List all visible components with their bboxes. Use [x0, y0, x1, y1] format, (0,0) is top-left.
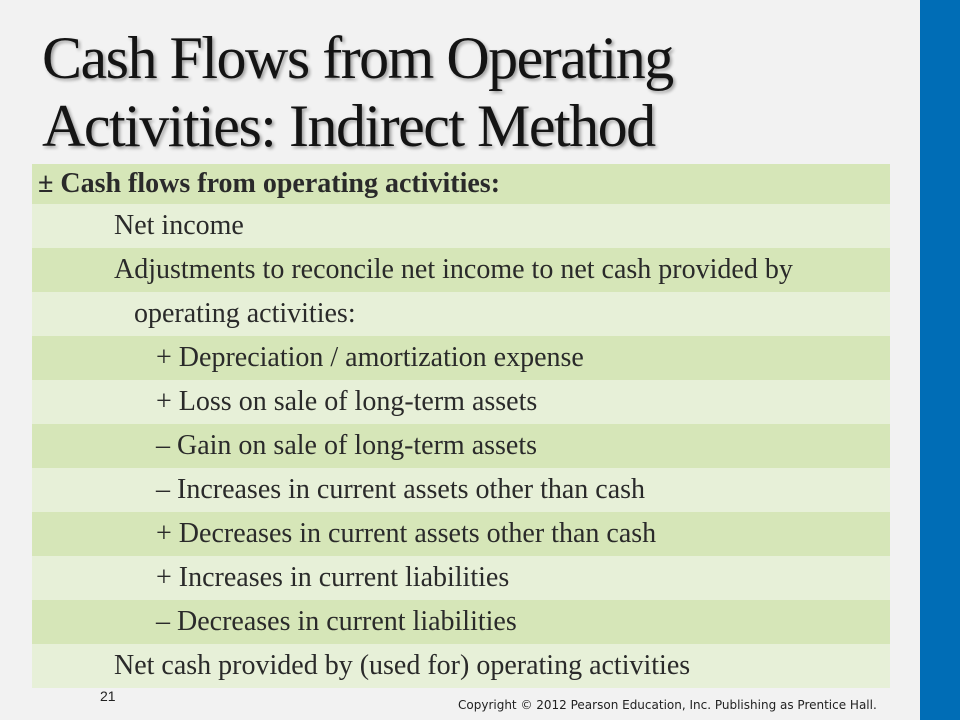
table-row-increase-current-assets: – Increases in current assets other than cash: [32, 468, 890, 512]
table-row-adjustments-cont: operating activities:: [32, 292, 890, 336]
table-row-header: ± Cash flows from operating activities:: [32, 164, 890, 204]
slide-title: [42, 24, 902, 160]
table-row-net-cash: Net cash provided by (used for) operating activities: [32, 644, 890, 688]
table-row-decrease-current-liabilities: – Decreases in current liabilities: [32, 600, 890, 644]
table-row-gain-on-sale: – Gain on sale of long-term assets: [32, 424, 890, 468]
title-line-2: Activities: Indirect Method: [42, 93, 655, 159]
table-row-adjustments: Adjustments to reconcile net income to net cash provided by: [32, 248, 890, 292]
table-row-depreciation: + Depreciation / amortization expense: [32, 336, 890, 380]
table-row-decrease-current-assets: + Decreases in current assets other than cash: [32, 512, 890, 556]
table-row-increase-current-liabilities: + Increases in current liabilities: [32, 556, 890, 600]
title-line-1: Cash Flows from Operating: [42, 25, 673, 91]
copyright-notice: Copyright © 2012 Pearson Education, Inc. Publishing as Prentice Hall.: [458, 698, 877, 712]
accent-sidebar: [920, 0, 960, 720]
cash-flow-table: [32, 164, 890, 688]
table-row-net-income: Net income: [32, 204, 890, 248]
slide-number: 21: [100, 688, 116, 704]
table-row-loss-on-sale: + Loss on sale of long-term assets: [32, 380, 890, 424]
